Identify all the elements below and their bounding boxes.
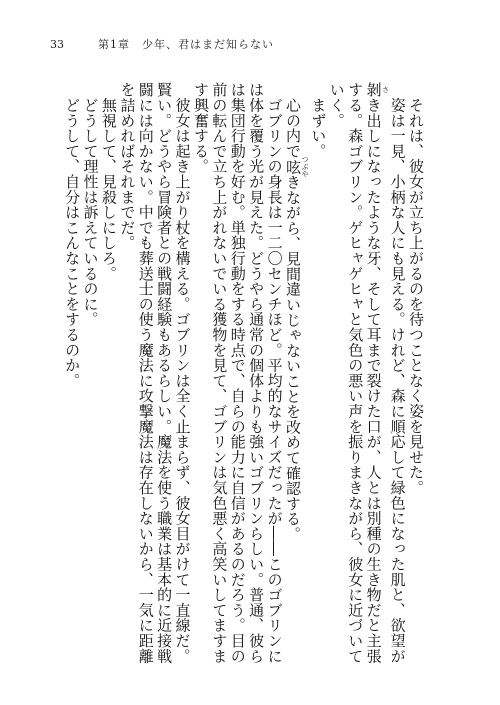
paragraph-1: それは、彼女が立ち上がるのを待つことなく姿を見せた。 xyxy=(407,97,425,496)
paragraph-3: まずい。 xyxy=(309,97,328,159)
paragraph-9: どうして、自分はこんなことをするのか。 xyxy=(63,97,82,389)
paragraph-7: 無視して、見殺しにしろ。 xyxy=(99,97,118,281)
page-header xyxy=(10,38,490,52)
paragraph-2: 姿は一見、小柄な人にも見える。けれど、森に順応して緑色になった肌と、欲望が剝 さき出しになったような牙、そして耳まで裂けた口が、人とは別種の生き物だと主張する。森ゴブリン。ゲヒャゲヒャと気色の悪い声を振りまきながら、彼女に近づいていく。 xyxy=(327,82,407,664)
paragraph-5: ゴブリンの身長は一二〇センチほど。平均的なサイズだったが――このゴブリンには体を覆う光が見えた。どうやら通常の個体よりも強いゴブリンらしい。普通、彼らは集団行動を好む。単独行動をする時点で、自らの能力に自信があるのだろう。目の前の転んで立ち上がれないでいる獲物を見て、ゴブリンは気色悪く高笑いしてますます興奮する。 xyxy=(191,82,284,664)
paragraph-6: 彼女は起き上がり杖を構える。ゴブリンは全く止まらず、彼女目がけて一直線だ。賢い。どうやら冒険者との戦闘経験もあるらしい。魔法を使う職業は基本的に近接戦闘には向かない。中でも葬送士の使う魔法に攻撃魔法は存在しないから、一気に距離を詰めればそれまでだ。 xyxy=(118,82,192,664)
body-text xyxy=(63,82,425,677)
paragraph-4: 心の内で呟 つぶやきながら、見間違いじゃないことを改めて確認する。 xyxy=(283,97,309,542)
ruby-sakeru: 剝 さ xyxy=(364,82,390,98)
page-number: 33 xyxy=(50,38,64,51)
paragraph-8: どうして理性は訴えているのに。 xyxy=(81,97,100,327)
running-title: 第1章 少年、君はまだ知らない xyxy=(98,38,274,51)
ruby-tsubuyaku: 呟 つぶや xyxy=(283,155,309,178)
